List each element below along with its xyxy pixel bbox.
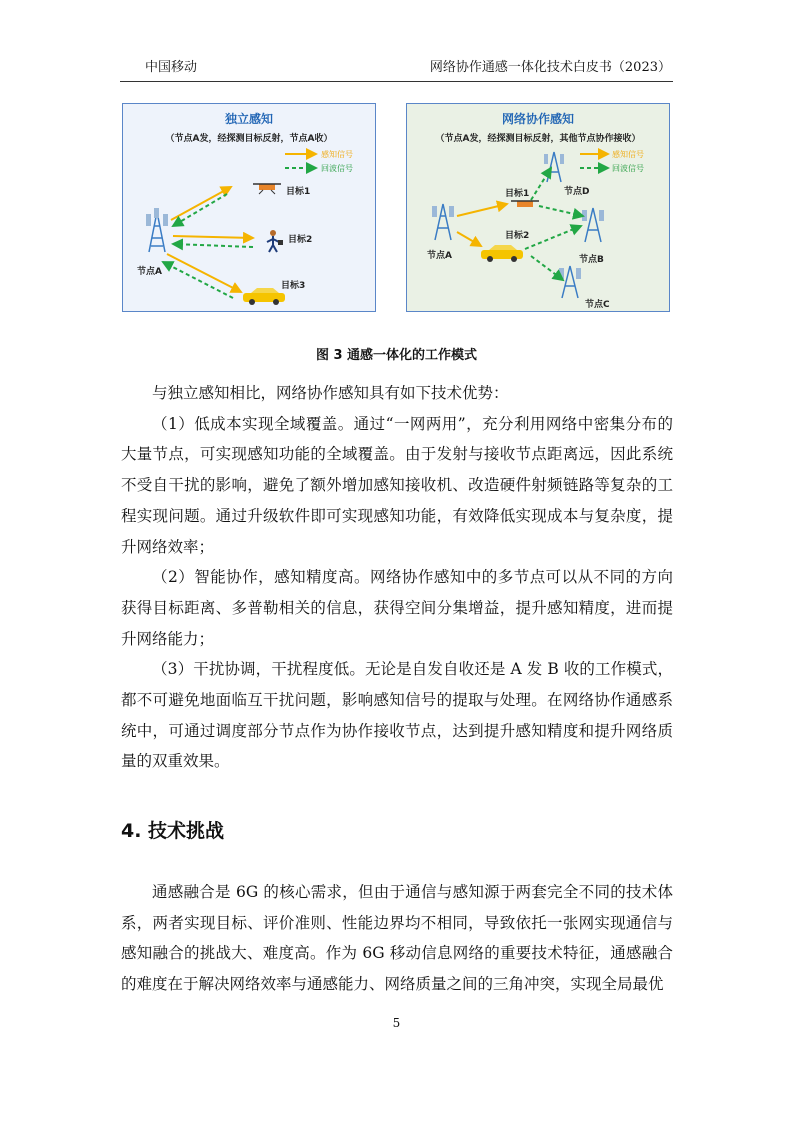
- paragraph: 通感融合是 6G 的核心需求，但由于通信与感知源于两套完全不同的技术体系，两者实现目标、评价准则、性能边界均不相同，导致依托一张网实现通信与感知融合的挑战大、难度高。作为 6G 移动信息网络的重要技术特征，通感融合的难度在于解决网络效率与通感能力、网络质量之间的三角冲突，实现全局最优: [121, 883, 673, 994]
- legend-sense-label: 感知信号: [612, 150, 644, 159]
- left-panel-title: 独立感知: [224, 112, 273, 126]
- legend-sense-label: 感知信号: [321, 150, 353, 159]
- base-station-c-icon: [559, 266, 581, 298]
- paragraph: （2）智能协作，感知精度高。网络协作感知中的多节点可以从不同的方向获得目标距离、多普勒相关的信息，获得空间分集增益，提升感知精度，进而提升网络能力；: [121, 568, 673, 648]
- header-left: 中国移动: [145, 60, 198, 75]
- label-node-b: 节点B: [579, 255, 604, 265]
- label-target2: 目标2: [505, 231, 530, 241]
- left-panel-subtitle: （节点A发，经探测目标反射，节点A收）: [165, 134, 333, 144]
- paragraph: （3）干扰协调，干扰程度低。无论是自发自收还是 A 发 B 收的工作模式，都不可避免地面临互干扰问题，影响感知信号的提取与处理。在网络协作通感系统中，可通过调度部分节点作为协作接收节点，达到提升感知精度和提升网络质量的双重效果。: [121, 660, 673, 771]
- section-body: [121, 877, 673, 1000]
- base-station-a-icon: [432, 204, 454, 240]
- drone-icon: [253, 184, 281, 194]
- base-station-b-icon: [582, 208, 604, 242]
- legend-echo-label: 回波信号: [321, 164, 353, 173]
- header-divider: [120, 81, 673, 82]
- taxi-icon: [243, 288, 285, 305]
- base-station-d-icon: [544, 152, 564, 182]
- label-target1: 目标1: [286, 187, 311, 197]
- label-node-a: 节点A: [137, 267, 162, 277]
- right-panel-title: 网络协作感知: [501, 112, 574, 126]
- label-node-c: 节点C: [585, 300, 610, 310]
- section-heading: 4. 技术挑战: [121, 820, 225, 842]
- label-target2: 目标2: [288, 235, 313, 245]
- figure-panel-independent-sensing: [122, 103, 376, 312]
- label-node-a: 节点A: [427, 251, 452, 261]
- body-text: [121, 378, 673, 777]
- figure-caption: 图 3 通感一体化的工作模式: [315, 348, 478, 363]
- header-right: 网络协作通感一体化技术白皮书（2023）: [429, 60, 671, 75]
- taxi-icon: [481, 245, 523, 262]
- base-station-a-icon: [146, 208, 168, 252]
- right-panel-subtitle: （节点A发，经探测目标反射，其他节点协作接收）: [435, 134, 641, 144]
- person-icon: [267, 230, 283, 252]
- paragraph: （1）低成本实现全域覆盖。通过“一网两用”，充分利用网络中密集分布的大量节点，可实现感知功能的全域覆盖。由于发射与接收节点距离远，因此系统不受自干扰的影响，避免了额外增加感知接收机、改造硬件射频链路等复杂的工程实现问题。通过升级软件即可实现感知功能，有效降低实现成本与复杂度，提升网络效率；: [121, 414, 673, 556]
- page-number: 5: [392, 1016, 401, 1030]
- figure-panel-network-cooperative-sensing: [406, 103, 670, 312]
- legend-echo-label: 回波信号: [612, 164, 644, 173]
- paragraph: 与独立感知相比，网络协作感知具有如下技术优势：: [152, 384, 509, 402]
- label-target3: 目标3: [281, 281, 306, 291]
- label-node-d: 节点D: [564, 187, 590, 197]
- drone-icon: [511, 201, 539, 207]
- label-target1: 目标1: [505, 189, 530, 199]
